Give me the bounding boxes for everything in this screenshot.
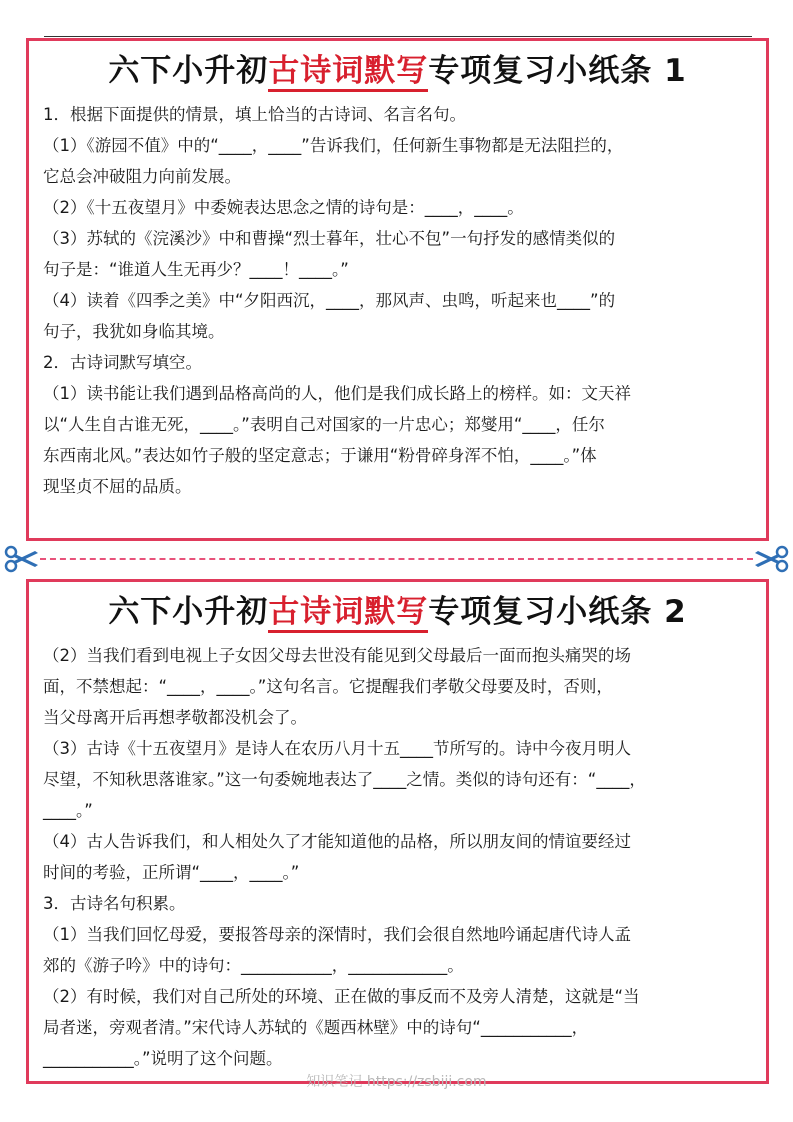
card-1-title: [29, 51, 766, 91]
text-line: 1．根据下面提供的情景，填上恰当的古诗词、名言名句。: [43, 105, 466, 124]
text-line: （3）古诗《十五夜望月》是诗人在农历八月十五____节所写的。诗中今夜月明人: [43, 739, 631, 758]
scissors-icon: [4, 545, 40, 573]
cut-line: [0, 545, 793, 573]
card-2-title: [29, 592, 766, 632]
text-line: （4）读着《四季之美》中“夕阳西沉，____，那风声、虫鸣，听起来也____”的: [43, 291, 616, 310]
text-line: 句子是：“谁道人生无再少？____！____。”: [43, 260, 349, 279]
text-line: 东西南北风。”表达如竹子般的坚定意志；于谦用“粉骨碎身浑不怕，____。”体: [43, 446, 597, 465]
card-2-title-highlight: 古诗词默写: [268, 594, 428, 633]
dashed-cut-line: [40, 558, 753, 560]
text-line: 尽望，不知秋思落谁家。”这一句委婉地表达了____之情。类似的诗句还有：“____，: [43, 770, 646, 789]
text-line: （2）《十五夜望月》中委婉表达思念之情的诗句是：____，____。: [43, 198, 524, 217]
card-1-title-pre: 六下小升初: [108, 53, 269, 89]
text-line: ___________。”说明了这个问题。: [43, 1049, 283, 1068]
study-card-2: [26, 579, 769, 1084]
text-line: 它总会冲破阻力向前发展。: [43, 167, 241, 186]
text-line: 当父母离开后再想孝敬都没机会了。: [43, 708, 307, 727]
text-line: 3．古诗名句积累。: [43, 894, 186, 913]
text-line: 郊的《游子吟》中的诗句：___________，____________。: [43, 956, 464, 975]
top-rule: [44, 36, 752, 37]
footer-watermark: 知识笔记 https://zsbiji.com: [306, 1074, 487, 1090]
text-line: 以“人生自古谁无死，____。”表明自己对国家的一片忠心；郑燮用“____，任尔: [43, 415, 605, 434]
card-1-title-highlight: 古诗词默写: [268, 53, 428, 92]
text-line: ____。”: [43, 801, 93, 820]
study-card-1: [26, 38, 769, 541]
text-line: （4）古人告诉我们，和人相处久了才能知道他的品格，所以朋友间的情谊要经过: [43, 832, 631, 851]
text-line: 2．古诗词默写填空。: [43, 353, 202, 372]
text-line: （2）有时候，我们对自己所处的环境、正在做的事反而不及旁人清楚，这就是“当: [43, 987, 640, 1006]
scissors-icon: [753, 545, 789, 573]
card-2-title-post: 专项复习小纸条 2: [428, 594, 687, 630]
text-line: 句子，我犹如身临其境。: [43, 322, 225, 341]
text-line: 现坚贞不屈的品质。: [43, 477, 192, 496]
text-line: 时间的考验，正所谓“____，____。”: [43, 863, 300, 882]
text-line: （1）当我们回忆母爱，要报答母亲的深情时，我们会很自然地吟诵起唐代诗人孟: [43, 925, 631, 944]
card-1-title-post: 专项复习小纸条 1: [428, 53, 687, 89]
card-2-content: [29, 640, 766, 1074]
text-line: 局者迷，旁观者清。”宋代诗人苏轼的《题西林壁》中的诗句“___________，: [43, 1018, 589, 1037]
card-1-content: [29, 99, 766, 502]
text-line: （1）《游园不值》中的“____，____”告诉我们，任何新生事物都是无法阻拦的，: [43, 136, 624, 155]
text-line: （2）当我们看到电视上子女因父母去世没有能见到父母最后一面而抱头痛哭的场: [43, 646, 631, 665]
card-2-title-pre: 六下小升初: [108, 594, 269, 630]
text-line: （3）苏轼的《浣溪沙》中和曹操“烈士暮年，壮心不包”一句抒发的感情类似的: [43, 229, 616, 248]
text-line: （1）读书能让我们遇到品格高尚的人，他们是我们成长路上的榜样。如：文天祥: [43, 384, 631, 403]
text-line: 面，不禁想起：“____，____。”这句名言。它提醒我们孝敬父母要及时，否则，: [43, 677, 613, 696]
